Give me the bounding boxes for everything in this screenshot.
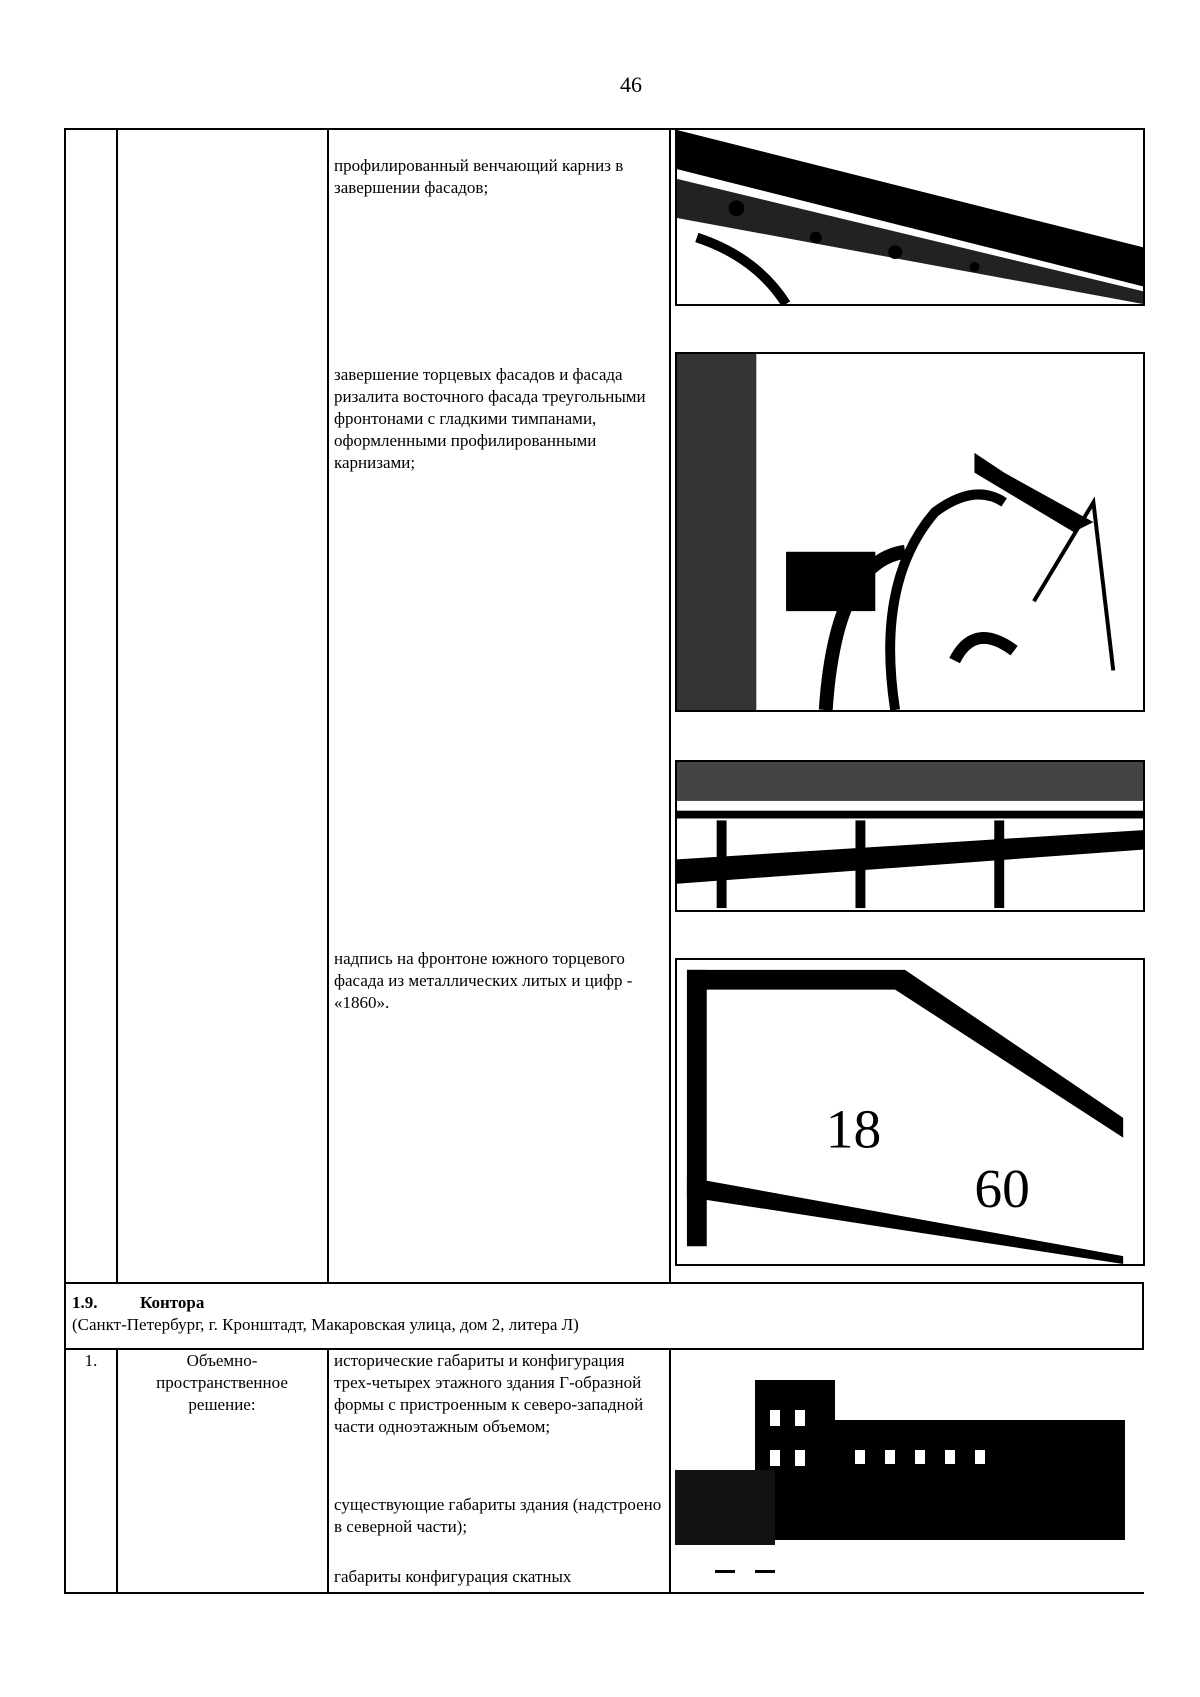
col-divider-2a: [327, 128, 329, 1282]
page-number: 46: [620, 72, 642, 97]
pediment-detail-photo: [675, 760, 1145, 912]
inscription-text: надпись на фронтоне южного торцевого фасада из металлических литых и цифр - «1860».: [334, 949, 633, 1012]
col-divider-3a: [669, 128, 671, 1282]
pediment-photo: [675, 352, 1145, 712]
section-address: (Санкт-Петербург, г. Кронштадт, Макаровская улица, дом 2, литера Л): [72, 1315, 579, 1334]
table-bottom-border: [64, 1592, 1144, 1594]
section-top-border: [64, 1282, 1144, 1284]
col-divider-3b: [669, 1348, 671, 1594]
section-number: 1.9.: [72, 1293, 98, 1312]
inscription-digits-60: 60: [974, 1157, 1030, 1219]
cornice-text: профилированный венчающий карниз в завершении фасадов;: [334, 156, 624, 197]
cornice-photo: [675, 128, 1145, 306]
col-divider-2b: [327, 1348, 329, 1594]
row-number: 1.: [84, 1351, 98, 1370]
section-title: Контора: [140, 1293, 205, 1312]
table-left-border: [64, 128, 66, 1594]
item-b-text: существующие габариты здания (надстроено в северной части);: [334, 1495, 662, 1536]
col-divider-1b: [116, 1348, 118, 1594]
item-a-text: исторические габариты и конфигурация трех-четырех этажного здания Г-образной формы с пристроенным к северо-западной части одноэтажным объемом;: [334, 1351, 644, 1436]
inscription-photo: [675, 958, 1145, 1266]
category-line-2: пространственное: [156, 1373, 288, 1392]
pediments-text: завершение торцевых фасадов и фасада ризалита восточного фасада треугольными фронтонами с гладкими тимпанами, оформленными профилированными карнизами;: [334, 365, 646, 472]
category-line-3: решение:: [188, 1395, 256, 1414]
office-building-photo: [675, 1350, 1145, 1592]
item-c-text: габариты конфигурация скатных: [334, 1567, 572, 1586]
col-divider-1a: [116, 128, 118, 1282]
inscription-digits-18: 18: [825, 1098, 882, 1160]
row-category: [120, 1350, 324, 1416]
category-line-1: Объемно-: [186, 1351, 258, 1370]
